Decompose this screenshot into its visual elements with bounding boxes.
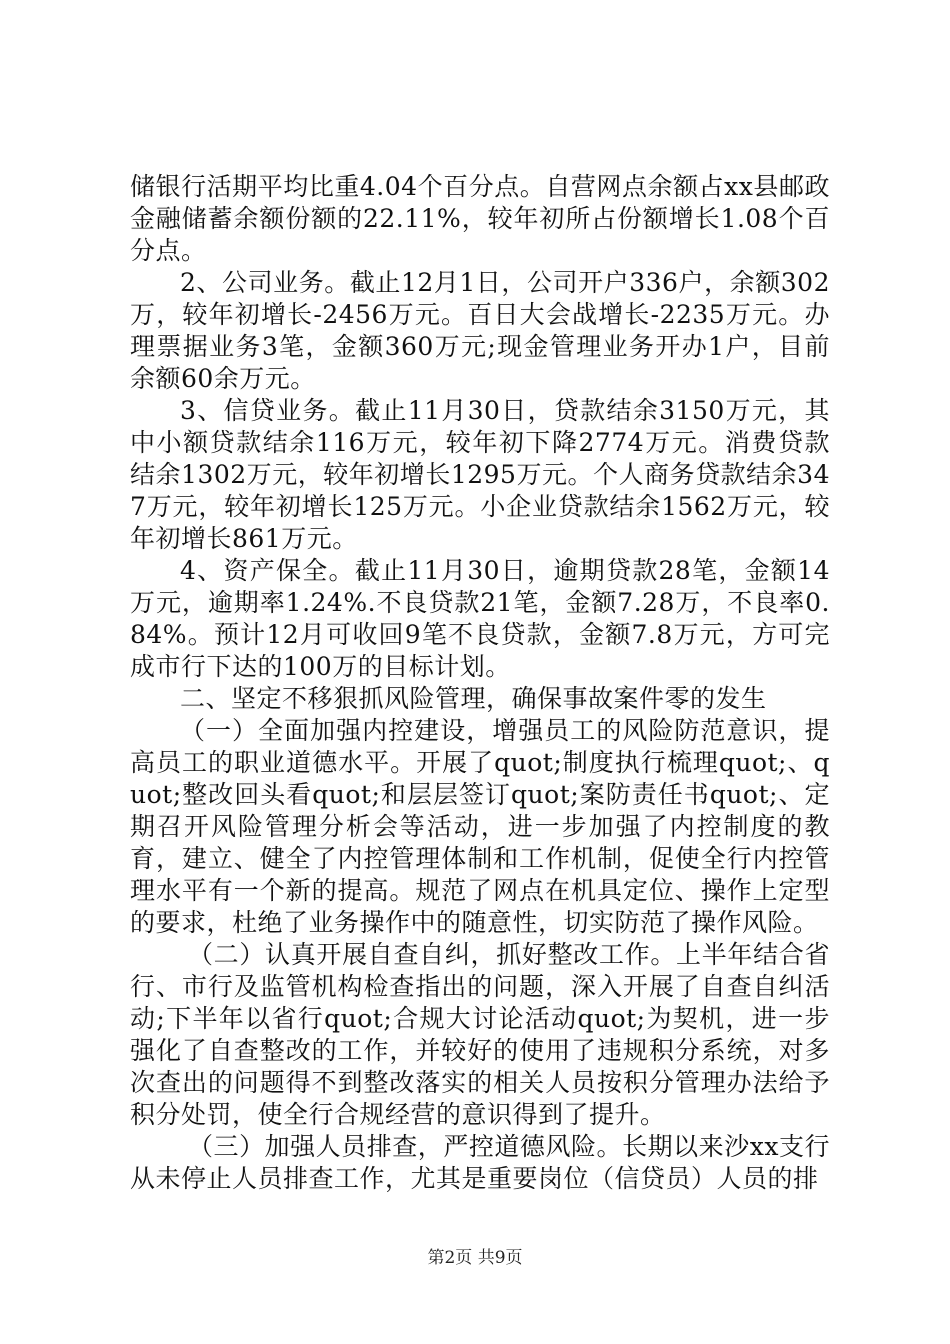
paragraph-asset-preservation: 4、资产保全。截止11月30日，逾期贷款28笔，金额14万元，逾期率1.24%.不良贷款21笔，金额7.28万，不良率0.84%。预计12月可收回9笔不良贷款，金额7.8万元，方可完成市行下达的100万的目标计划。 — [130, 556, 830, 681]
paragraph-internal-control: （一）全面加强内控建设，增强员工的风险防范意识，提高员工的职业道德水平。开展了quot;制度执行梳理quot;、quot;整改回头看quot;和层层签订quot;案防责任书quot;、定期召开风险管理分析会等活动，进一步加强了内控制度的教育，建立、健全了内控管理体制和工作机制，促使全行内控管理水平有一个新的提高。规范了网点在机具定位、操作上定型的要求，杜绝了业务操作中的随意性，切实防范了操作风险。 — [130, 716, 830, 937]
document-body — [130, 171, 830, 1195]
paragraph-staff-screening: （三）加强人员排查，严控道德风险。长期以来沙xx支行从未停止人员排查工作，尤其是重要岗位（信贷员）人员的排 — [130, 1132, 830, 1193]
paragraph-credit-business: 3、信贷业务。截止11月30日，贷款结余3150万元，其中小额贷款结余116万元，较年初下降2774万元。消费贷款结余1302万元，较年初增长1295万元。个人商务贷款结余347万元，较年初增长125万元。小企业贷款结余1562万元，较年初增长861万元。 — [130, 396, 830, 553]
section-heading-risk-management: 二、坚定不移狠抓风险管理，确保事故案件零的发生 — [180, 684, 767, 713]
paragraph-self-inspection: （二）认真开展自查自纠，抓好整改工作。上半年结合省行、市行及监管机构检查指出的问题，深入开展了自查自纠活动;下半年以省行quot;合规大讨论活动quot;为契机，进一步强化了自查整改的工作，并较好的使用了违规积分系统，对多次查出的问题得不到整改落实的相关人员按积分管理办法给予积分处罚，使全行合规经营的意识得到了提升。 — [130, 940, 830, 1129]
page-number-footer: 第2页 共9页 — [427, 1248, 523, 1268]
paragraph-corporate-business: 2、公司业务。截止12月1日，公司开户336户，余额302万，较年初增长-2456万元。百日大会战增长-2235万元。办理票据业务3笔，金额360万元;现金管理业务开办1户，目前余额60余万元。 — [130, 268, 830, 393]
paragraph-savings-continued: 储银行活期平均比重4.04个百分点。自营网点余额占xx县邮政金融储蓄余额份额的22.11%，较年初所占份额增长1.08个百分点。 — [130, 172, 830, 265]
